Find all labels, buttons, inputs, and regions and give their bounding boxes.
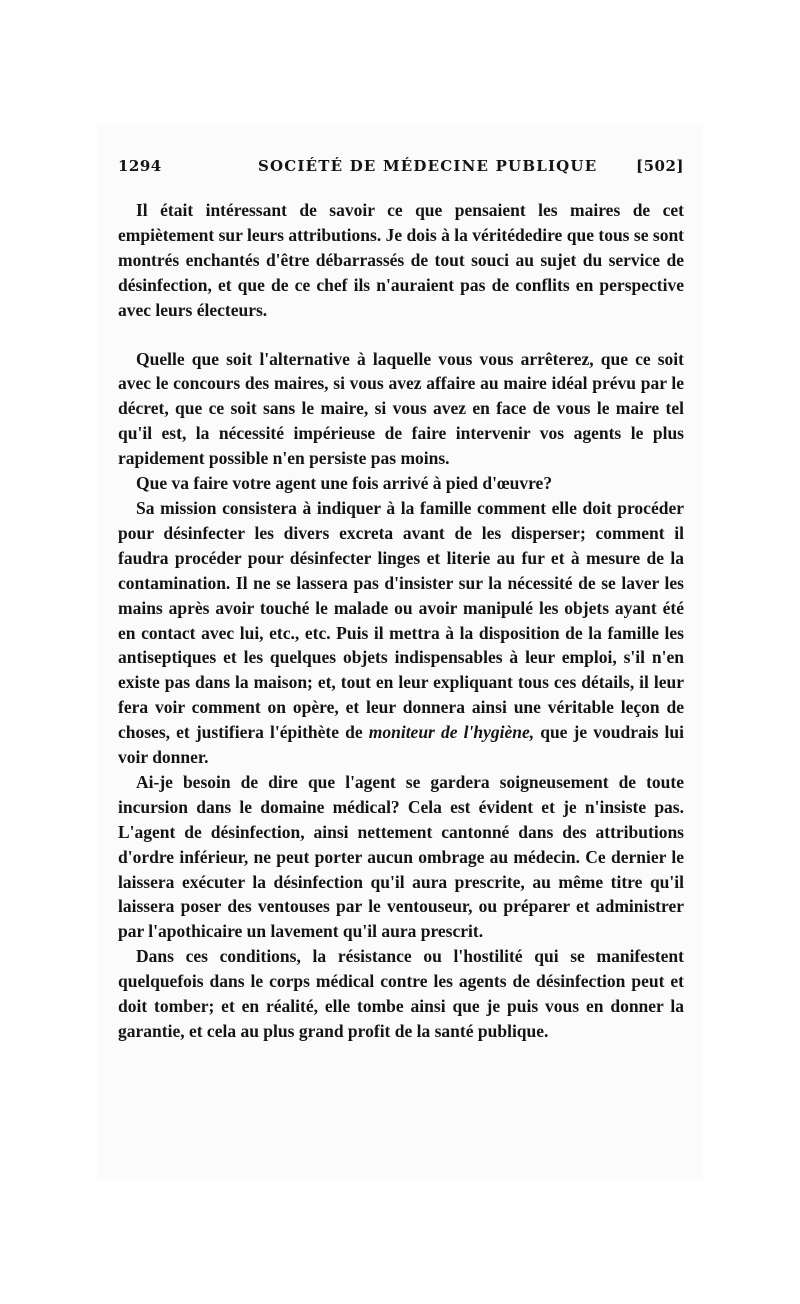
paragraph-2: Quelle que soit l'alternative à laquelle vous vous arrêterez, que ce soit avec le concours des maires, si vous avez affaire au maire idéal prévu par le décret, que ce soit sans le maire, si vous avez en face de vous le maire tel qu'il est, la nécessité impérieuse de faire intervenir vos agents le plus rapidement possible n'en persiste pas moins. [118,348,684,469]
paragraph-1: Il était intéressant de savoir ce que pensaient les maires de cet empiètement sur leurs attributions. Je dois à la véritédedire que tous se sont montrés enchantés d'être débarrassés de tout souci au sujet du service de désinfection, et que de ce chef ils n'auraient pas de conflits en perspective avec leurs électeurs. [118,200,684,320]
paragraph-4-end: que je voudrais lui voir donner. [118,722,684,768]
page-header [118,157,684,181]
emphasized-phrase: moniteur de l'hygiène, [368,722,535,743]
paragraph-6: Dans ces conditions, la résistance ou l'hostilité qui se manifestent quelquefois dans le corps médical contre les agents de désinfection peut et doit tomber; et en réalité, elle tombe ainsi que je puis vous en donner la garantie, et cela au plus grand profit de la santé publique. [118,946,684,1041]
running-title: SOCIÉTÉ DE MÉDECINE PUBLIQUE [258,157,598,175]
bracketed-page-number: [502] [635,157,684,175]
paragraph-4-text: Sa mission consistera à indiquer à la famille comment elle doit procéder pour désinfecter les divers excreta avant de les disperser; comment il faudra procéder pour désinfecter linges et literie au fur et à mesure de la contamination. Il ne se lassera pas d'insister sur la nécessité de se laver les mains après avoir touché le malade ou avoir manipulé les objets ayant été en contact avec lui, etc., etc. Puis il mettra à la disposition de la famille les antiseptiques et les quelques objets indispensables à leur emploi, s'il n'en existe pas dans la maison; et, tout en leur expliquant tous ces détails, il leur fera voir comment on opère, et leur donnera ainsi une véritable leçon de choses, et justifiera l'épithète de [118,497,684,743]
paragraph-4 [118,496,684,770]
paragraph-3: Que va faire votre agent une fois arrivé à pied d'œuvre? [136,473,553,494]
page-number: 1294 [118,157,162,175]
body-text [118,198,684,1044]
paragraph-5: Ai-je besoin de dire que l'agent se gardera soigneusement de toute incursion dans le domaine médical? Cela est évident et je n'insiste pas. L'agent de désinfection, ainsi nettement cantonné dans des attributions d'ordre inférieur, ne peut porter aucun ombrage au médecin. Ce dernier le laissera exécuter la désinfection qu'il aura prescrite, au même titre qu'il laissera poser des ventouses par le ventouseur, ou préparer et administrer par l'apothicaire un lavement qu'il aura prescrit. [118,771,684,942]
